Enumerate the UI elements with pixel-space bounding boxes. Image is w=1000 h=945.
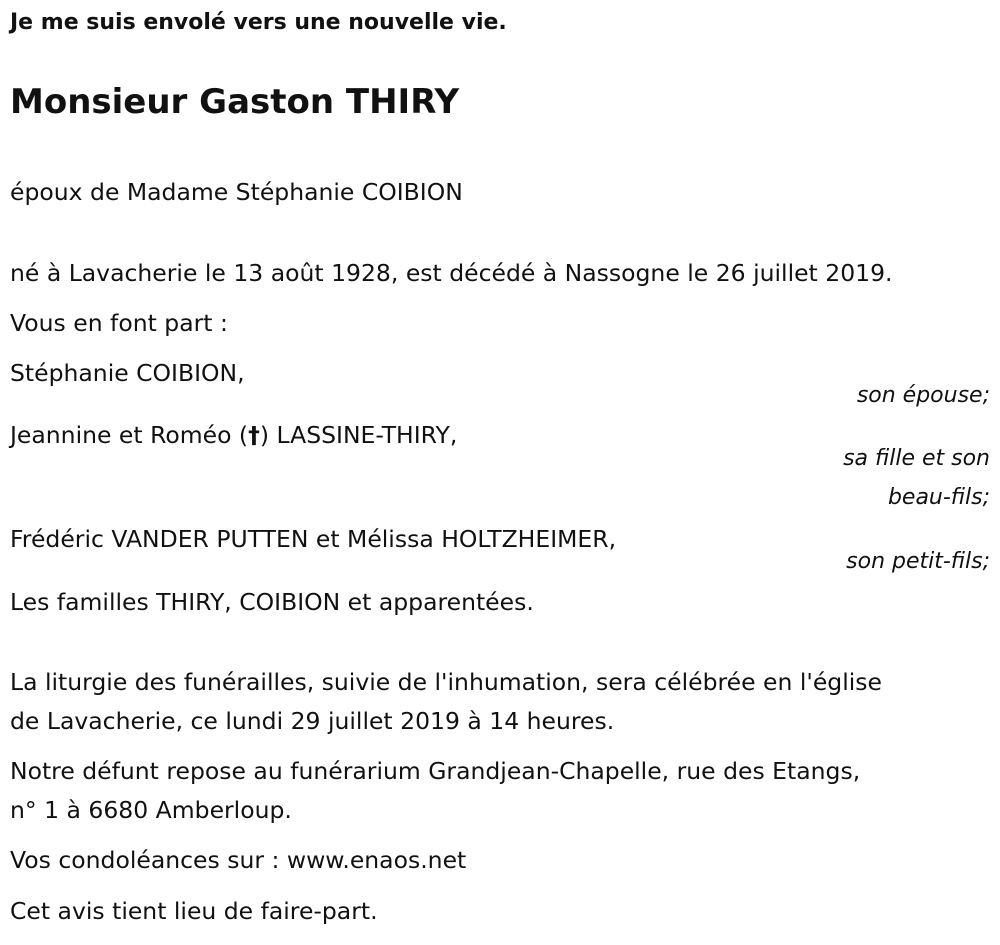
birth-death-line: né à Lavacherie le 13 août 1928, est décédé à Nassogne le 26 juillet 2019. — [10, 259, 893, 287]
dagger-icon: † — [248, 421, 260, 449]
repose-line-2: n° 1 à 6680 Amberloup. — [10, 796, 292, 824]
family-member-1-relation: son épouse; — [856, 383, 990, 408]
family-member-2-relation-line1: sa fille et son — [843, 446, 990, 471]
family-member-3-name: Frédéric VANDER PUTTEN et Mélissa HOLTZHEIMER, — [10, 525, 617, 553]
epigraph: Je me suis envolé vers une nouvelle vie. — [10, 10, 507, 35]
closing-line: Cet avis tient lieu de faire-part. — [10, 897, 378, 925]
family-member-3-relation: son petit-fils; — [846, 549, 990, 574]
family-member-2-name — [10, 421, 457, 449]
family-member-2-relation-line2: beau-fils; — [887, 485, 990, 510]
family-member-4-name: Les familles THIRY, COIBION et apparentées. — [10, 588, 534, 616]
family-member-2-name-suffix: ) LASSINE-THIRY, — [259, 421, 458, 449]
family-member-1-name: Stéphanie COIBION, — [10, 359, 245, 387]
condolences-line: Vos condoléances sur : www.enaos.net — [10, 846, 467, 874]
family-member-2-name-prefix: Jeannine et Roméo ( — [10, 421, 249, 449]
announce-line: Vous en font part : — [10, 309, 228, 337]
repose-line-1: Notre défunt repose au funérarium Grandjean-Chapelle, rue des Etangs, — [10, 757, 861, 785]
funeral-line-1: La liturgie des funérailles, suivie de l'inhumation, sera célébrée en l'église — [10, 668, 882, 696]
funeral-line-2: de Lavacherie, ce lundi 29 juillet 2019 à 14 heures. — [10, 707, 615, 735]
spouse-line: époux de Madame Stéphanie COIBION — [10, 178, 463, 206]
deceased-name: Monsieur Gaston THIRY — [10, 82, 460, 122]
